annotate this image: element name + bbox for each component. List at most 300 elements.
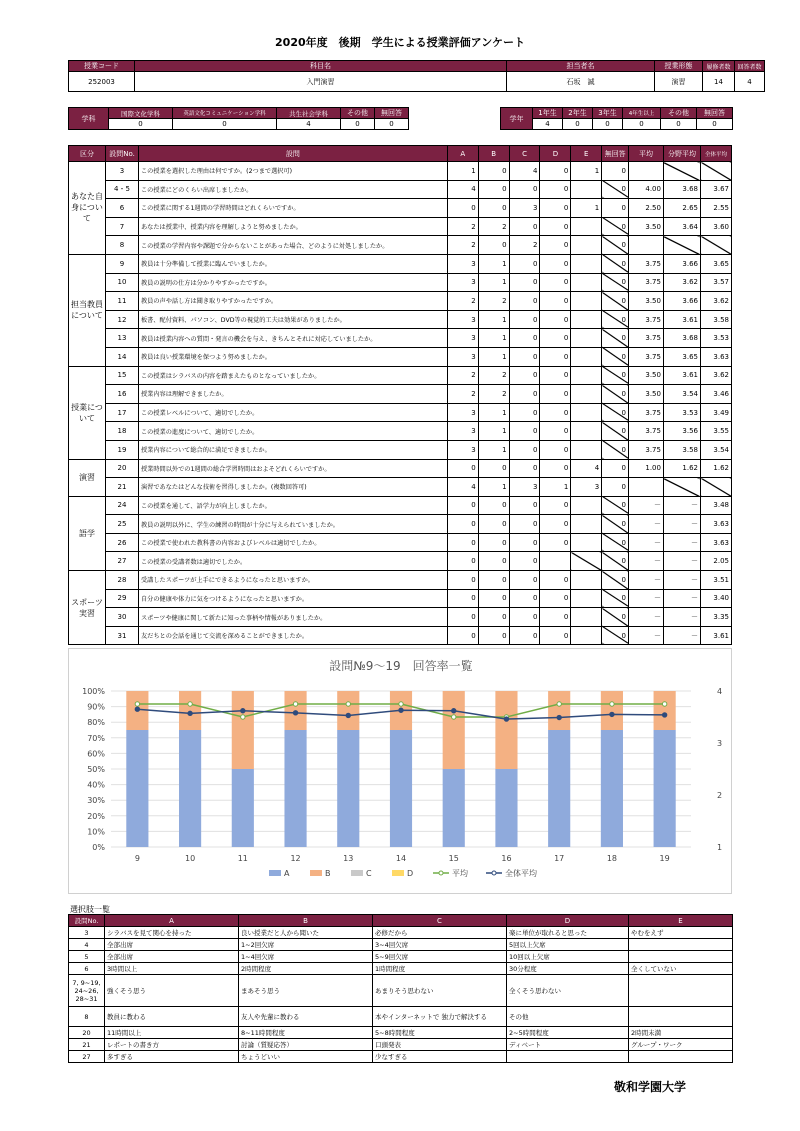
choice-question-no: 20: [69, 1027, 105, 1039]
grade-header: 4年生以上: [623, 108, 661, 119]
answer-d-count: 0: [540, 254, 571, 273]
overall-average-value: 3.48: [701, 496, 732, 515]
line-point: [346, 702, 350, 706]
overall-average-value: [701, 478, 732, 497]
grade-label: 学年: [501, 108, 533, 130]
no-answer-header: 無回答: [602, 146, 629, 162]
field-average-value: 3.54: [663, 385, 700, 404]
answer-e-count: [571, 440, 602, 459]
no-answer-count: 0: [602, 571, 629, 590]
choice-row: [69, 963, 733, 975]
average-value: 3.75: [628, 254, 663, 273]
average-value: 2.50: [628, 199, 663, 218]
answer-d-count: 0: [540, 608, 571, 627]
field-average-header: 分野平均: [663, 146, 700, 162]
overall-average-value: 3.65: [701, 254, 732, 273]
answer-e-count: [571, 608, 602, 627]
field-average-value: －: [663, 496, 700, 515]
question-row: [69, 478, 732, 497]
question-text: 板書、配付資料、パソコン、DVD等の視覚的工夫は効果がありましたか。: [138, 310, 447, 329]
answer-b-count: 0: [478, 459, 509, 478]
line-point: [346, 713, 350, 717]
choice-option-d: 2~5時間程度: [507, 1027, 629, 1039]
answer-d-header: D: [540, 146, 571, 162]
bar-a: [443, 769, 465, 847]
y-tick-label: 10%: [87, 827, 105, 837]
answer-d-count: 0: [540, 292, 571, 311]
question-row: [69, 180, 732, 199]
field-average-value: 1.62: [663, 459, 700, 478]
choice-option-d: [507, 1051, 629, 1063]
x-tick-label: 12: [290, 854, 301, 863]
category-cell: あなた自身について: [69, 162, 106, 255]
answer-a-count: 2: [447, 366, 478, 385]
field-average-value: －: [663, 626, 700, 645]
choice-question-no: 4: [69, 939, 105, 951]
choice-option-e: やむをえず: [629, 927, 733, 939]
question-text: 演習であなたはどんな技術を習得しましたか。(複数回答可): [138, 478, 447, 497]
answer-b-count: 1: [478, 347, 509, 366]
answer-c-count: 0: [509, 310, 540, 329]
bar-b: [443, 691, 465, 769]
question-row: [69, 403, 732, 422]
answer-a-count: 3: [447, 273, 478, 292]
answer-b-count: 0: [478, 552, 509, 571]
answer-e-count: [571, 403, 602, 422]
x-tick-label: 19: [659, 854, 670, 863]
answer-d-count: [540, 552, 571, 571]
choices-table: [68, 914, 733, 1063]
answer-e-count: [571, 496, 602, 515]
question-row: [69, 366, 732, 385]
answer-b-count: 0: [478, 626, 509, 645]
average-value: －: [628, 626, 663, 645]
question-text: この授業を通して、語学力が向上しましたか。: [138, 496, 447, 515]
y-tick-label: 0%: [92, 843, 105, 852]
choice-option-a: 全部出席: [105, 951, 239, 963]
response-rate-chart: [68, 648, 732, 894]
choice-option-c: 必修だから: [373, 927, 507, 939]
choice-option-a: 全部出席: [105, 939, 239, 951]
average-value: 3.75: [628, 440, 663, 459]
choice-option-c: 5~8時間程度: [373, 1027, 507, 1039]
answer-b-count: 2: [478, 366, 509, 385]
chart-title: 設問№9～19 回答率一覧: [329, 659, 473, 673]
answer-e-count: [571, 366, 602, 385]
answer-b-count: 2: [478, 217, 509, 236]
question-no: 13: [106, 329, 139, 348]
average-value: [628, 236, 663, 255]
x-tick-label: 11: [237, 854, 248, 863]
overall-average-value: [701, 236, 732, 255]
overall-average-value: 3.62: [701, 366, 732, 385]
question-no: 30: [106, 608, 139, 627]
no-answer-count: 0: [602, 440, 629, 459]
answer-b-count: 0: [478, 533, 509, 552]
question-text: 教員は授業内容への質問・発言の機会を与え、きちんとそれに対応していましたか。: [138, 329, 447, 348]
choice-option-b: 1~2回欠席: [239, 939, 373, 951]
answer-c-count: 0: [509, 329, 540, 348]
overall-average-value: 3.60: [701, 217, 732, 236]
question-no: 25: [106, 515, 139, 534]
field-average-value: 3.65: [663, 347, 700, 366]
question-text: この授業はシラバスの内容を踏まえたものとなっていましたか。: [138, 366, 447, 385]
answer-a-count: 0: [447, 571, 478, 590]
field-average-value: －: [663, 589, 700, 608]
legend-label: C: [366, 869, 372, 878]
answer-a-count: 0: [447, 459, 478, 478]
average-value: 3.50: [628, 366, 663, 385]
question-no: 8: [106, 236, 139, 255]
average-value: 3.50: [628, 292, 663, 311]
choice-option-d: 5回以上欠席: [507, 939, 629, 951]
answer-c-count: 3: [509, 199, 540, 218]
line-point: [662, 713, 666, 717]
choice-option-a: 3時間以上: [105, 963, 239, 975]
y2-tick-label: 1: [717, 843, 723, 852]
answer-a-count: 0: [447, 515, 478, 534]
question-row: [69, 162, 732, 181]
answer-e-count: [571, 385, 602, 404]
average-value: 3.50: [628, 217, 663, 236]
y-tick-label: 80%: [87, 718, 105, 728]
line-point: [293, 711, 297, 715]
question-no: 7: [106, 217, 139, 236]
answer-e-count: [571, 254, 602, 273]
question-no: 11: [106, 292, 139, 311]
choice-option-a: シラバスを見て関心を持った: [105, 927, 239, 939]
overall-average-value: 2.05: [701, 552, 732, 571]
choice-option-d: 10回以上欠席: [507, 951, 629, 963]
line-point: [452, 715, 456, 719]
answer-d-count: 0: [540, 236, 571, 255]
overall-average-header: 全体平均: [701, 146, 732, 162]
answer-b-count: 0: [478, 589, 509, 608]
overall-average-value: 2.55: [701, 199, 732, 218]
question-text: 教員の説明の仕方は分かりやすかったですか。: [138, 273, 447, 292]
answer-d-count: 0: [540, 440, 571, 459]
field-average-value: 2.65: [663, 199, 700, 218]
answer-d-count: 0: [540, 589, 571, 608]
y-tick-label: 20%: [87, 811, 105, 821]
question-no: 16: [106, 385, 139, 404]
answer-c-count: 3: [509, 478, 540, 497]
answer-e-count: [571, 236, 602, 255]
legend-label: 平均: [452, 869, 468, 878]
overall-average-value: 3.54: [701, 440, 732, 459]
line-point: [662, 702, 666, 706]
average-value: －: [628, 552, 663, 571]
line-point: [452, 709, 456, 713]
choice-question-no: 7, 9~19, 24~26, 28~31: [69, 975, 105, 1007]
question-row: [69, 496, 732, 515]
answer-d-count: 0: [540, 422, 571, 441]
bar-b: [548, 691, 570, 730]
line-point: [135, 707, 139, 711]
answer-c-count: 0: [509, 515, 540, 534]
bar-a: [390, 730, 412, 847]
line-point: [399, 702, 403, 706]
line-point: [188, 702, 192, 706]
overall-average-value: 3.62: [701, 292, 732, 311]
no-answer-count: 0: [602, 329, 629, 348]
choice-option-e: [629, 1007, 733, 1027]
legend-marker: [439, 871, 443, 875]
answer-c-count: 0: [509, 403, 540, 422]
answer-a-count: 3: [447, 440, 478, 459]
average-value: 4.00: [628, 180, 663, 199]
choice-option-e: [629, 951, 733, 963]
average-value: －: [628, 515, 663, 534]
choice-option-b: 2時間程度: [239, 963, 373, 975]
overall-average-value: 3.57: [701, 273, 732, 292]
choice-question-no: 5: [69, 951, 105, 963]
bar-a: [232, 769, 254, 847]
answer-c-count: 2: [509, 236, 540, 255]
course-type-header: 授業形態: [655, 61, 703, 72]
legend-swatch: [392, 870, 404, 876]
university-name: 敬和学園大学: [614, 1080, 687, 1094]
answer-b-count: 0: [478, 496, 509, 515]
bar-a: [126, 730, 148, 847]
x-tick-label: 18: [606, 854, 618, 863]
course-info-table: [68, 60, 765, 92]
answer-e-count: [571, 180, 602, 199]
dept-header: 無回答: [375, 108, 409, 119]
answer-c-count: 0: [509, 347, 540, 366]
question-row: [69, 589, 732, 608]
question-no: 4・5: [106, 180, 139, 199]
average-value: 3.75: [628, 347, 663, 366]
overall-average-value: 3.63: [701, 515, 732, 534]
no-answer-count: 0: [602, 478, 629, 497]
answer-a-count: 0: [447, 626, 478, 645]
field-average-value: 3.61: [663, 366, 700, 385]
choice-c-header: C: [373, 915, 507, 927]
answer-a-header: A: [447, 146, 478, 162]
line-point: [399, 708, 403, 712]
answer-c-count: 0: [509, 273, 540, 292]
choice-row: [69, 1007, 733, 1027]
grade-value: 4: [533, 119, 563, 130]
answer-e-count: [571, 515, 602, 534]
choice-option-c: 3~4回欠席: [373, 939, 507, 951]
choice-option-a: 強くそう思う: [105, 975, 239, 1007]
question-row: [69, 571, 732, 590]
no-answer-count: 0: [602, 403, 629, 422]
y-tick-label: 30%: [87, 796, 105, 806]
answer-e-count: [571, 347, 602, 366]
no-answer-count: 0: [602, 366, 629, 385]
grade-value: 0: [661, 119, 697, 130]
legend-swatch: [351, 870, 363, 876]
question-no: 31: [106, 626, 139, 645]
answer-c-count: 0: [509, 459, 540, 478]
choice-no-header: 設問No.: [69, 915, 105, 927]
question-text: この授業の学習内容や課題で分からないことがあった場合、どのように対処しましたか。: [138, 236, 447, 255]
answer-b-count: 1: [478, 273, 509, 292]
no-answer-count: 0: [602, 217, 629, 236]
category-cell: 語学: [69, 496, 106, 570]
choice-option-e: 2時間未満: [629, 1027, 733, 1039]
answer-c-count: 0: [509, 496, 540, 515]
answer-e-count: 4: [571, 459, 602, 478]
answer-d-count: 0: [540, 403, 571, 422]
choice-option-e: [629, 939, 733, 951]
y-tick-label: 90%: [87, 702, 105, 712]
question-text: 教員の説明以外に、学生の練習の時間が十分に与えられていましたか。: [138, 515, 447, 534]
grade-header: その他: [661, 108, 697, 119]
choice-option-b: 討論（質疑応答）: [239, 1039, 373, 1051]
choice-option-c: 口頭発表: [373, 1039, 507, 1051]
choice-option-e: グループ・ワーク: [629, 1039, 733, 1051]
average-value: －: [628, 496, 663, 515]
average-value: 3.75: [628, 329, 663, 348]
x-tick-label: 17: [554, 854, 565, 863]
no-answer-count: 0: [602, 310, 629, 329]
no-answer-count: 0: [602, 292, 629, 311]
question-no: 20: [106, 459, 139, 478]
question-no: 27: [106, 552, 139, 571]
answer-e-count: [571, 589, 602, 608]
overall-average-value: 3.35: [701, 608, 732, 627]
bar-a: [601, 730, 623, 847]
question-no: 18: [106, 422, 139, 441]
grade-header: 無回答: [697, 108, 733, 119]
answer-d-count: 0: [540, 533, 571, 552]
answer-d-count: 0: [540, 496, 571, 515]
question-text: スポーツや健康に関して新たに知った事柄や情報がありましたか。: [138, 608, 447, 627]
question-no: 9: [106, 254, 139, 273]
answer-b-count: 0: [478, 199, 509, 218]
field-average-value: －: [663, 571, 700, 590]
choice-row: [69, 927, 733, 939]
bar-b: [495, 691, 517, 769]
choice-option-a: 教員に教わる: [105, 1007, 239, 1027]
answer-c-count: 0: [509, 254, 540, 273]
bar-b: [179, 691, 201, 730]
choice-option-b: 1~4回欠席: [239, 951, 373, 963]
no-answer-count: 0: [602, 385, 629, 404]
course-name: 入門演習: [135, 72, 507, 92]
average-value: 3.75: [628, 273, 663, 292]
grade-value: 0: [563, 119, 593, 130]
choice-option-c: 5~9回欠席: [373, 951, 507, 963]
answer-d-count: 0: [540, 626, 571, 645]
dept-value: 0: [341, 119, 375, 130]
answer-d-count: 1: [540, 478, 571, 497]
bar-a: [179, 730, 201, 847]
question-row: [69, 329, 732, 348]
question-no: 21: [106, 478, 139, 497]
answer-e-count: [571, 533, 602, 552]
choice-option-c: 本やインターネットで 独力で解決する: [373, 1007, 507, 1027]
no-answer-count: 0: [602, 515, 629, 534]
department-label: 学科: [69, 108, 109, 130]
choice-row: [69, 951, 733, 963]
dept-header: その他: [341, 108, 375, 119]
answer-c-count: 0: [509, 608, 540, 627]
y2-tick-label: 4: [717, 687, 723, 696]
question-no: 12: [106, 310, 139, 329]
page-title: 2020年度 後期 学生による授業評価アンケート: [275, 36, 525, 49]
question-text: この授業にどのくらい出席しましたか。: [138, 180, 447, 199]
dept-header: 国際文化学科: [109, 108, 173, 119]
question-row: [69, 273, 732, 292]
average-value: －: [628, 571, 663, 590]
question-row: [69, 440, 732, 459]
answer-b-count: 0: [478, 571, 509, 590]
enrolled-count: 14: [703, 72, 735, 92]
average-value: [628, 162, 663, 181]
y-tick-label: 40%: [87, 780, 105, 790]
question-text: 友だちとの会話を通じて交流を深めることができましたか。: [138, 626, 447, 645]
legend-label: 全体平均: [505, 869, 537, 878]
choice-d-header: D: [507, 915, 629, 927]
answer-a-count: 3: [447, 310, 478, 329]
question-no: 15: [106, 366, 139, 385]
field-average-value: 3.53: [663, 403, 700, 422]
question-text: この授業の進度について、適切でしたか。: [138, 422, 447, 441]
answer-b-count: 1: [478, 254, 509, 273]
choice-option-e: 全くしていない: [629, 963, 733, 975]
answer-e-count: [571, 273, 602, 292]
overall-average-value: [701, 162, 732, 181]
field-average-value: 3.68: [663, 180, 700, 199]
legend-marker: [492, 871, 496, 875]
answer-c-count: 0: [509, 533, 540, 552]
question-text: この授業を選択した理由は何ですか。(2つまで選択可): [138, 162, 447, 181]
x-tick-label: 14: [395, 854, 407, 863]
x-tick-label: 13: [343, 854, 354, 863]
answer-d-count: 0: [540, 273, 571, 292]
question-text: 授業内容は理解できましたか。: [138, 385, 447, 404]
course-type: 演習: [655, 72, 703, 92]
line-point: [188, 711, 192, 715]
answer-e-count: 3: [571, 478, 602, 497]
question-no: 6: [106, 199, 139, 218]
overall-average-value: 3.49: [701, 403, 732, 422]
answer-a-count: 0: [447, 496, 478, 515]
category-header: 区分: [69, 146, 106, 162]
no-answer-count: 0: [602, 273, 629, 292]
answer-b-count: 0: [478, 236, 509, 255]
line-point: [241, 709, 245, 713]
line-point: [557, 702, 561, 706]
choice-option-a: 多すぎる: [105, 1051, 239, 1063]
no-answer-count: 0: [602, 608, 629, 627]
line-point: [610, 712, 614, 716]
average-value: －: [628, 589, 663, 608]
choice-question-no: 8: [69, 1007, 105, 1027]
grade-value: 0: [593, 119, 623, 130]
choice-option-b: 8~11時間程度: [239, 1027, 373, 1039]
question-text: 受講したスポーツが上手にできるようになったと思いますか。: [138, 571, 447, 590]
legend-label: D: [407, 869, 414, 878]
category-cell: スポーツ実習: [69, 571, 106, 645]
question-no: 14: [106, 347, 139, 366]
question-row: [69, 422, 732, 441]
field-average-value: 3.56: [663, 422, 700, 441]
answer-a-count: 2: [447, 217, 478, 236]
answer-c-count: 0: [509, 180, 540, 199]
answer-d-count: 0: [540, 329, 571, 348]
choice-row: [69, 1051, 733, 1063]
choice-option-d: その他: [507, 1007, 629, 1027]
field-average-value: 3.61: [663, 310, 700, 329]
answer-c-count: 0: [509, 589, 540, 608]
average-value: 3.50: [628, 385, 663, 404]
